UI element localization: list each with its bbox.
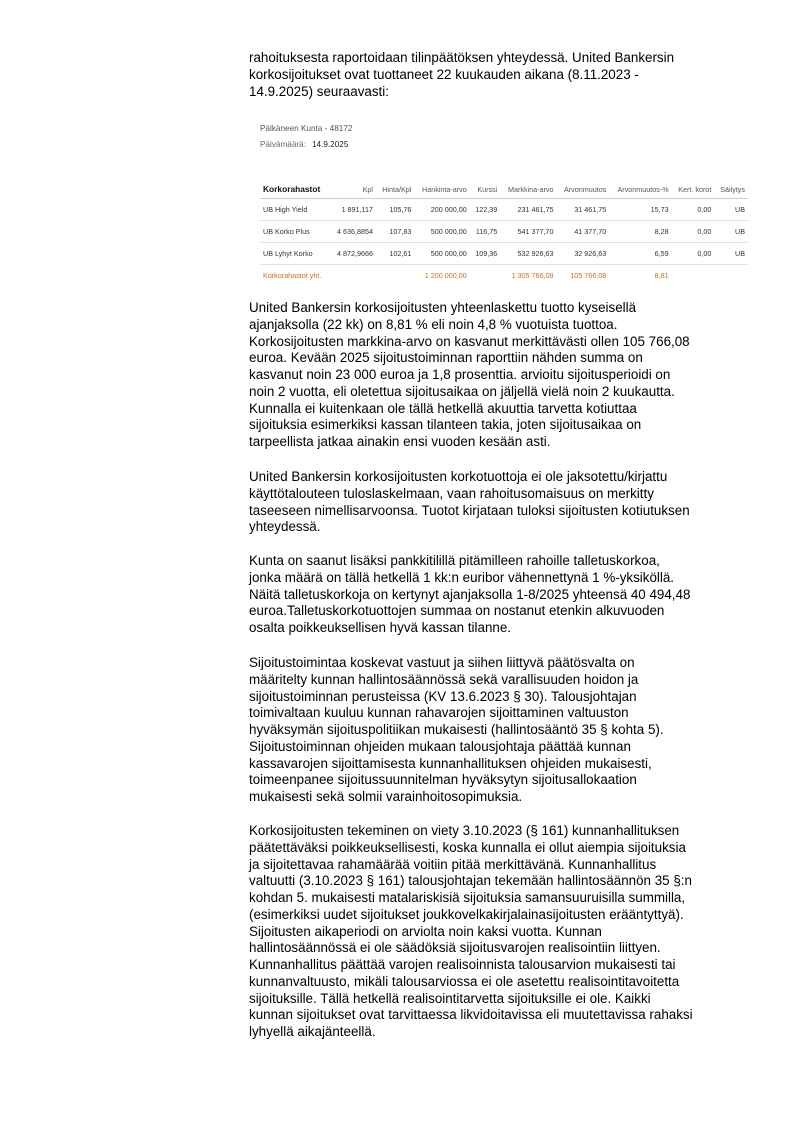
table-cell: 116,75 [470,221,501,243]
fund-table [260,182,748,286]
table-cell: 107,83 [376,221,414,243]
column-header: Hinta/Kpl [376,182,414,199]
intro-paragraph: rahoituksesta raportoidaan tilinpäätöksen yhteydessä. United Bankersin korkosijoitukset ovat tuottaneet 22 kuukauden aikana (8.11.2023 - 14.9.2025) seuraavasti: [249,50,675,99]
table-cell [672,265,715,287]
table-cell: 4 636,8854 [330,221,376,243]
column-header: Kert. korot [672,182,715,199]
table-cell: 32 926,63 [557,243,610,265]
client-label: Pälkäneen Kunta - 48172 [260,124,353,133]
table-cell [714,265,748,287]
table-cell: 1 305 766,08 [511,271,554,280]
table-cell: 8,28 [609,221,671,243]
table-cell: 1 891,117 [330,199,376,221]
table-cell: 102,61 [376,243,414,265]
table-cell: 105 766,08 [570,271,607,280]
table-cell: 6,59 [609,243,671,265]
table-cell: 31 461,75 [557,199,610,221]
table-cell: 15,73 [609,199,671,221]
total-label: Korkorahastot yht. [263,271,322,280]
table-cell [470,265,501,287]
report-date [260,140,348,149]
table-cell: 200 000,00 [414,199,469,221]
paragraph-responsibilities: Sijoitustoimintaa koskevat vastuut ja siihen liittyvä päätösvalta on määritelty kunnan hallintosäännössä sekä varallisuuden hoidon ja sijoitustoiminnan perusteissa (KV 13.6.2023 § 30). Talousjohtajan toimivaltaan kuuluu kunnan rahavarojen sijoittaminen valtuuston hyväksymän sijoituspolitiikan mukaisesti (hallintosääntö 35 § kohta 5). Sijoitustoiminnan ohjeiden mukaan talousjohtaja päättää kunnan kassavarojen sijoittamisesta kunnanhallituksen ohjeiden mukaisesti, toimeenpanee sijoitussuunnitelman hyväksytyn sijoitusallokaation mukaisesti sekä solmii varainhoitosopimuksia. [249,655,664,804]
table-row [260,221,748,243]
fund-name: UB Lyhyt Korko [260,243,330,265]
table-cell: 109,36 [470,243,501,265]
table-cell: 122,39 [470,199,501,221]
fund-report-image [258,122,748,280]
column-header: Markkina-arvo [500,182,556,199]
date-value: 14.9.2025 [311,140,349,149]
paragraph-deposit-interest: Kunta on saanut lisäksi pankkitilillä pitämilleen rahoille talletuskorkoa, jonka määrä on tällä hetkellä 1 kk:n euribor vähennettynä 1 %-yksiköllä. Näitä talletuskorkoja on kertynyt ajanjaksolla 1-8/2025 yhteensä 40 494,48 euroa.Talletuskorkotuottojen summaa on nostanut etenkin alkuvuoden osalta poikkeuksellisen hyvä kassan tilanne. [249,553,691,635]
table-cell [330,265,376,287]
table-cell: 1 200 000,00 [424,271,467,280]
column-header: Hankinta-arvo [414,182,469,199]
table-cell: 231 461,75 [500,199,556,221]
column-header: Säilytys [714,182,748,199]
table-cell: 500 000,00 [414,221,469,243]
paragraph-decisions: Korkosijoitusten tekeminen on viety 3.10.2023 (§ 161) kunnanhallituksen päätettäväksi poikkeuksellisesti, koska kunnalla ei ollut aiempia sijoituksia ja sijoitettavaa rahamäärää voitiin pitää merkittävänä. Kunnanhallitus valtuutti (3.10.2023 § 161) talousjohtajan tekemään hallintosäännön 35 §:n kohdan 5. mukaisesti matalariskisiä sijoituksia samansuuruisilla summilla, (esimerkiksi uudet sijoitukset joukkovelkakirjalainasijoitusten erääntyttyä). Sijoitusten aikaperiodi on arviolta noin kaksi vuotta. Kunnan hallintosäännössä ei ole säädöksiä sijoitusvarojen realisointiin liittyen. Kunnanhallitus päättää varojen realisoinnista talousarvion mukaisesti tai kunnanvaltuusto, mikäli talousarviossa ei ole asetettu realisointitavoitetta sijoituksille. Tällä hetkellä realisointitarvetta sijoituksille ei ole. Kaikki kunnan sijoitukset ovat tarvittaessa likvidoitavissa eli muutettavissa rahaksi lyhyellä aikajänteellä. [249,823,693,1039]
table-cell: 8,81 [654,271,669,280]
paragraph-return-summary: United Bankersin korkosijoitusten yhteenlaskettu tuotto kyseisellä ajanjaksolla (22 kk) on 8,81 % eli noin 4,8 % vuotuista tuottoa. Korkosijoitusten markkina-arvo on kasvanut merkittävästi ollen 105 766,08 euroa. Kevään 2025 sijoitustoiminnan raporttiin nähden summa on kasvanut noin 23 000 euroa ja 1,8 prosenttia. arvioitu sijoitusperioidi on noin 2 vuotta, eli oletettua sijoitusaikaa on jäljellä vielä noin 2 kuukautta. Kunnalla ei kuitenkaan ole tällä hetkellä akuuttia tarvetta kotiuttaa sijoituksia esimerkiksi kassan tilanteen takia, joten sijoitusaikaa on tarpeellista jatkaa ainakin ensi vuoden kesään asti. [249,300,690,449]
table-total-row [260,265,748,287]
column-header: Korkorahastot [260,182,330,199]
table-cell: 500 000,00 [414,243,469,265]
fund-name: UB High Yield [260,199,330,221]
column-header: Kurssi [470,182,501,199]
table-cell: 41 377,70 [557,221,610,243]
table-cell: UB [714,243,748,265]
table-cell: 0,00 [672,243,715,265]
table-cell: UB [714,221,748,243]
table-row [260,243,748,265]
table-cell: 4 872,9666 [330,243,376,265]
table-cell: 105,76 [376,199,414,221]
table-cell [376,265,414,287]
date-label: Päivämäärä: [260,140,306,149]
paragraph-accounting: United Bankersin korkosijoitusten korkotuottoja ei ole jaksotettu/kirjattu käyttötalouteen tuloslaskelmaan, vaan rahoitusomaisuus on merkitty taseeseen nimellisarvoonsa. Tuotot kirjataan tuloksi sijoitusten kotiutuksen yhteydessä. [249,469,690,535]
table-cell: 532 926,63 [500,243,556,265]
column-header: Kpl [330,182,376,199]
table-row [260,199,748,221]
table-cell: 0,00 [672,199,715,221]
table-cell: UB [714,199,748,221]
fund-name: UB Korko Plus [260,221,330,243]
column-header: Arvonmuutos-% [609,182,671,199]
column-header: Arvonmuutos [557,182,610,199]
table-cell: 541 377,70 [500,221,556,243]
table-cell: 0,00 [672,221,715,243]
table-header-row [260,182,748,199]
